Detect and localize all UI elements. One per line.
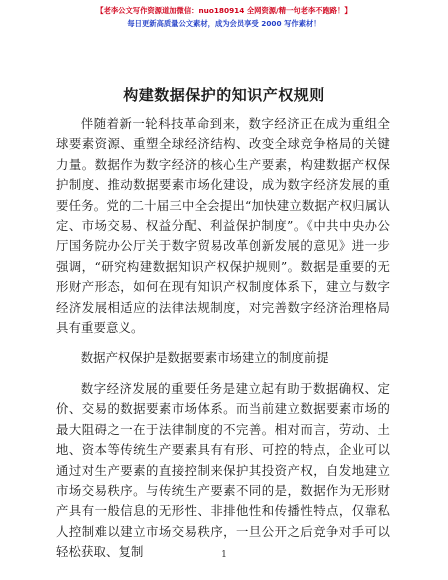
promo-banner-line-2: 每日更新高质量公文素材，成为会员享受 2000 写作素材！ <box>127 19 321 28</box>
document-body <box>56 114 390 563</box>
body-paragraph: 伴随着新一轮科技革命到来，数字经济正在成为重组全球要素资源、重塑全球经济结构、改变全球竞争格局的关键力量。数据作为数字经济的核心生产要素，构建数据产权保护制度、推动数据要素市场化建设，成为数字经济发展的重要任务。党的二十届三中全会提出“加快建立数据产权归属认定、市场交易、权益分配、利益保护制度”。《中共中央办公厅国务院办公厅关于数字贸易改革创新发展的意见》进一步强调，“研究构建数据知识产权保护规则”。数据是重要的无形财产形态，如何在现有知识产权制度体系下，建立与数字经济发展相适应的法律法规制度，对完善数字经济治理格局具有重要意义。 <box>56 116 390 336</box>
document-title: 构建数据保护的知识产权规则 <box>123 86 325 104</box>
body-paragraph: 数字经济发展的重要任务是建立起有助于数据确权、定价、交易的数据要素市场体系。而当前建立数据要素市场的最大阻碍之一在于法律制度的不完善。相对而言，劳动、土地、资本等传统生产要素具有有形、可控的特点，企业可以通过对生产要素的直接控制来保护其投资产权，自发地建立市场交易秩序。与传统生产要素不同的是，数据作为无形财产具有一般信息的无形性、非排他性和传播性特点，仅靠私人控制难以建立市场交易秩序，一旦公开之后竞争对手可以轻松获取、复制 <box>56 380 390 560</box>
section-heading: 数据产权保护是数据要素市场建立的制度前提 <box>80 350 329 366</box>
promo-banner-line-1: 【老李公文写作资源道加微信：nuo180914 全网资源/精一句老李不跑路！】 <box>96 6 352 15</box>
page-number: 1 <box>221 550 227 560</box>
